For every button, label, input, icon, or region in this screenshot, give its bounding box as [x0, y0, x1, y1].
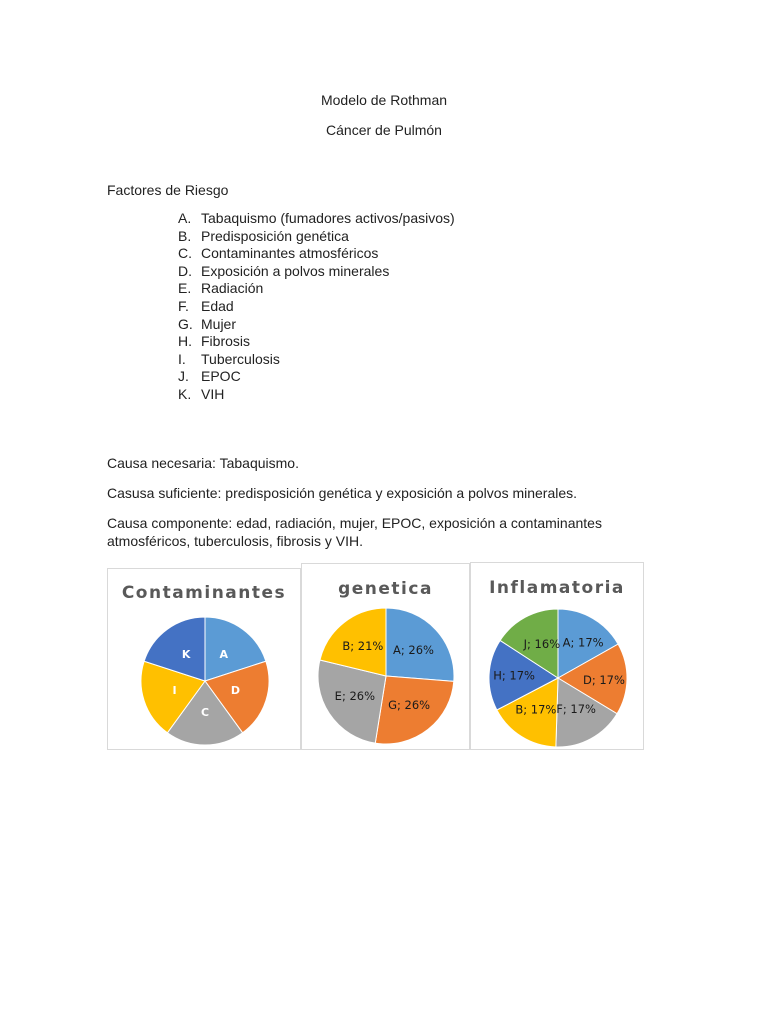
- list-item-text: Predisposición genética: [201, 227, 349, 244]
- list-item: [178, 210, 455, 228]
- chart-contaminantes: [107, 568, 301, 750]
- list-item-letter: G.: [178, 315, 193, 332]
- chart-title: Contaminantes: [121, 583, 287, 603]
- list-item-text: Edad: [201, 297, 234, 314]
- list-item-letter: C.: [178, 245, 192, 262]
- pie-chart: [108, 569, 302, 751]
- pie-chart: [471, 563, 645, 751]
- chart-title: genetica: [338, 579, 433, 599]
- pie-chart: [302, 564, 471, 751]
- list-item-letter: D.: [178, 262, 192, 279]
- document-title: Modelo de Rothman: [320, 92, 448, 108]
- list-item-letter: I.: [178, 350, 186, 367]
- list-item: [178, 386, 455, 404]
- list-item-letter: H.: [178, 333, 192, 350]
- list-item: [178, 228, 455, 246]
- pie-slice-label: B; 17%: [515, 702, 557, 717]
- pie-slice-label: J; 16%: [523, 637, 561, 652]
- pie-slice-label: D; 17%: [582, 673, 625, 688]
- list-item-letter: B.: [178, 227, 192, 244]
- list-item: [178, 263, 455, 281]
- necessary-cause: Causa necesaria: Tabaquismo.: [107, 455, 299, 471]
- pie-slice-label: C: [200, 706, 210, 719]
- pie-slice-label: A: [219, 648, 229, 662]
- list-item-letter: F.: [178, 297, 189, 314]
- list-item: [178, 351, 455, 369]
- pie-slice-label: A; 17%: [562, 635, 604, 650]
- pie-slice-label: A; 26%: [392, 643, 434, 658]
- list-item-text: Contaminantes atmosféricos: [201, 245, 379, 262]
- list-item: [178, 316, 455, 334]
- chart-genetica: [301, 563, 470, 750]
- list-item: [178, 368, 455, 386]
- chart-inflamatoria: [470, 562, 644, 750]
- risk-factors-heading: Factores de Riesgo: [107, 182, 229, 198]
- sufficient-cause: Casusa suficiente: predisposición genética y exposición a polvos minerales.: [107, 485, 578, 501]
- risk-factors-list: [178, 210, 455, 404]
- list-item-text: Tuberculosis: [201, 350, 280, 367]
- list-item-text: Mujer: [201, 315, 237, 332]
- list-item: [178, 298, 455, 316]
- pie-slice-label: K: [181, 648, 191, 662]
- list-item-text: VIH: [201, 385, 225, 402]
- list-item-letter: E.: [178, 280, 192, 297]
- list-item: [178, 280, 455, 298]
- list-item: [178, 333, 455, 351]
- list-item-text: Fibrosis: [201, 333, 251, 350]
- list-item-text: Tabaquismo (fumadores activos/pasivos): [201, 210, 455, 226]
- list-item-letter: K.: [178, 385, 192, 402]
- pie-slice-label: E; 26%: [334, 689, 376, 704]
- list-item-text: Exposición a polvos minerales: [201, 262, 390, 279]
- pie-slice-label: H; 17%: [493, 668, 535, 683]
- pie-slice-label: D: [230, 683, 241, 697]
- document-subtitle: Cáncer de Pulmón: [326, 122, 442, 138]
- list-item-text: Radiación: [201, 280, 264, 297]
- list-item: [178, 245, 455, 263]
- pie-slice-label: B; 21%: [342, 639, 384, 654]
- pie-slice-label: F; 17%: [556, 701, 596, 716]
- chart-title: Inflamatoria: [489, 578, 625, 598]
- component-cause: Causa componente: edad, radiación, mujer, EPOC, exposición a contaminantes atmosféricos, tuberculosis, fibrosis y VIH.: [107, 515, 602, 549]
- list-item-text: EPOC: [201, 368, 241, 385]
- list-item-letter: J.: [178, 368, 189, 385]
- pie-slice-label: I: [172, 683, 177, 697]
- list-item-letter: A.: [178, 210, 192, 226]
- pie-slice-label: G; 26%: [388, 697, 431, 712]
